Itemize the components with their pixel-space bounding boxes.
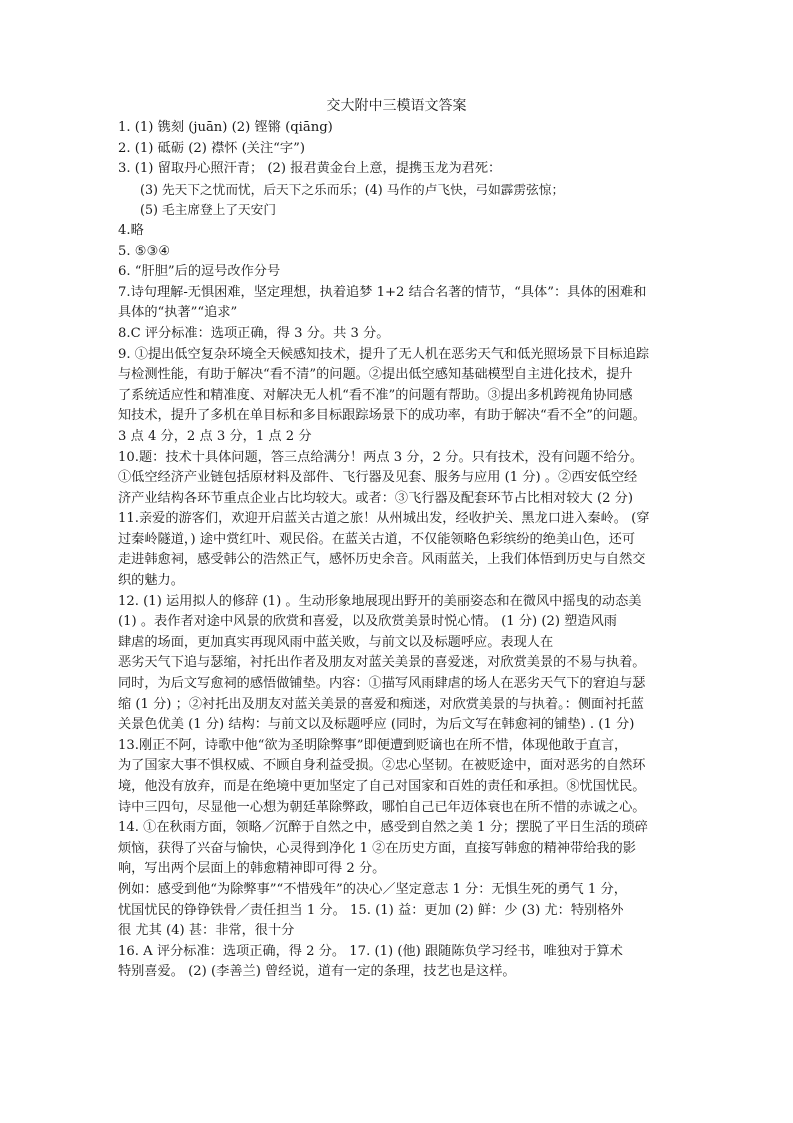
answer-line: 6. “肝胆”后的逗号改作分号 xyxy=(118,264,281,280)
answer-line: 济产业结构各环节重点企业占比均较大。或者：③飞行器及配套环节占比相对较大 (2 分) xyxy=(118,490,633,506)
answer-line: 境，他没有放弃，而是在绝境中更加坚定了自己对国家和百姓的责任和承担。⑧忧国忧民。 xyxy=(118,779,646,794)
answer-line: 响，写出两个层面上的韩愈精神即可得 2 分。 xyxy=(118,861,386,877)
answer-line: 2. (1) 砥砺 (2) 襟怀 (关注“字”) xyxy=(118,140,305,156)
answer-line: 同时，为后文写愈祠的感悟做铺垫。内容：①描写风雨肆虐的场人在恶劣天气下的窘迫与瑟 xyxy=(118,676,646,692)
answer-line: ①低空经济产业链包括原材料及部件、飞行器及见套、服务与应用 (1 分) 。②西安低空经 xyxy=(118,470,638,486)
answer-line: 9. ①提出低空复杂环境全天候感知技术，提升了无人机在恶劣天气和低光照场景下目标追踪 xyxy=(118,346,650,362)
answer-line: 为了国家大事不惧权威、不顾自身利益受损。②忠心坚韧。在被贬途中，面对恶劣的自然环 xyxy=(118,758,646,774)
answer-line: 11.亲爱的游客们，欢迎开启蓝关古道之旅！从州城出发，经收护关、黑龙口进入秦岭。 (穿 xyxy=(118,511,650,527)
answer-line: 忧国忧民的铮铮铁骨／责任担当 1 分。 15. (1) 益：更加 (2) 鲜：少 (3) 尤：特别格外 xyxy=(118,902,624,918)
answer-line: 走进韩愈祠，感受韩公的浩然正气，感怀历史余音。风雨蓝关，上我们体悟到历史与自然交 xyxy=(118,552,646,568)
answer-line: 与检测性能，有助于解决“看不清”的问题。②提出低空感知基础模型自主进化技术，提升 xyxy=(118,367,633,383)
answer-body xyxy=(118,118,678,983)
answer-line: 知技术，提升了多机在单目标和多目标跟踪场景下的成功率，有助于解决“看不全”的问题。 xyxy=(118,408,646,424)
answer-line: 烦恼，获得了兴奋与愉快，心灵得到净化 1 ②在历史方面，直接写韩愈的精神带给我的影 xyxy=(118,840,636,856)
answer-line: 肆虐的场面，更加真实再现风雨中蓝关败，与前文以及标题呼应。表现人在 xyxy=(118,634,554,650)
answer-line: 了系统适应性和精准度、对解决无人机“看不准”的问题有帮助。③提出多机跨视角协同感 xyxy=(118,387,633,403)
answer-line: 特别喜爱。 (2) (李善兰) 曾经说，道有一定的条理，技艺也是这样。 xyxy=(118,964,516,980)
answer-line: 很 尤其 (4) 甚：非常，很十分 xyxy=(118,923,295,939)
answer-line: 具体的“执著”“追求” xyxy=(118,305,238,321)
answer-line: 10.题：技术十具体问题，答三点给满分！两点 3 分，2 分。只有技术，没有问题不给分。 xyxy=(118,449,644,465)
answer-line: (5) 毛主席登上了天安门 xyxy=(140,202,277,218)
answer-line: 12. (1) 运用拟人的修辞 (1) 。生动形象地展现出野开的美丽姿态和在微风中摇曳的动态美 xyxy=(118,593,642,609)
answer-line: 3. (1) 留取丹心照汗青； (2) 报君黄金台上意，提携玉龙为君死： xyxy=(118,161,502,177)
page-title: 交大附中三模语文答案 xyxy=(326,98,467,114)
answer-line: 1. (1) 镌刻 (juān) (2) 铿锵 (qiāng) xyxy=(118,120,333,135)
answer-line: 4.略 xyxy=(118,222,144,238)
answer-line: 诗中三四句，尽显他一心想为朝廷革除弊政，哪怕自己已年迈体衰也在所不惜的赤诚之心。 xyxy=(118,799,646,815)
answer-line: 13.刚正不阿，诗歌中他“欲为圣明除弊事”即便遭到贬谪也在所不惜，体现他敢于直言， xyxy=(118,737,628,753)
answer-line: 8.C 评分标准：选项正确，得 3 分。共 3 分。 xyxy=(118,325,390,341)
answer-line: 3 点 4 分，2 点 3 分，1 点 2 分 xyxy=(118,428,312,444)
answer-line: 过秦岭隧道，) 途中赏红叶、观民俗。在蓝关古道，不仅能领略色彩缤纷的绝美山色，还可 xyxy=(118,531,636,547)
answer-line: 恶劣天气下追与瑟缩，衬托出作者及朋友对蓝关美景的喜爱迷，对欣赏美景的不易与执着。 xyxy=(118,655,646,671)
answer-line: (3) 先天下之忧而忧，后天下之乐而乐；(4) 马作的卢飞快，弓如霹雳弦惊； xyxy=(140,181,565,197)
answer-line: 16. A 评分标准：选项正确，得 2 分。 17. (1) (他) 跟随陈负学习经书，唯独对于算术 xyxy=(118,943,623,959)
answer-line: 关景色优美 (1 分) 结构：与前文以及标题呼应 (同时，为后文写在韩愈祠的铺垫) . (1 分) xyxy=(118,717,635,733)
answer-line: 5. ⑤③④ xyxy=(118,243,171,259)
answer-line: (1) 。表作者对途中风景的欣赏和喜爱，以及欣赏美景时悦心情。 (1 分) (2) 塑造风雨 xyxy=(118,614,617,630)
answer-line: 14. ①在秋雨方面，领略／沉醉于自然之中，感受到自然之美 1 分；摆脱了平日生活的琐碎 xyxy=(118,820,648,836)
answer-line: 7.诗句理解-无惧困难，坚定理想，执着追梦 1+2 结合名著的情节，“具体”：具体的困难和 xyxy=(118,284,647,300)
answer-line: 缩 (1 分) ；②衬托出及朋友对蓝关美景的喜爱和痴迷，对欣赏美景的与执着。：侧面衬托蓝 xyxy=(118,696,644,712)
answer-line: 例如：感受到他“为除弊事”“不惜残年”的决心／坚定意志 1 分：无惧生死的勇气 1 分， xyxy=(118,881,627,897)
answer-line: 织的魅力。 xyxy=(118,573,184,589)
